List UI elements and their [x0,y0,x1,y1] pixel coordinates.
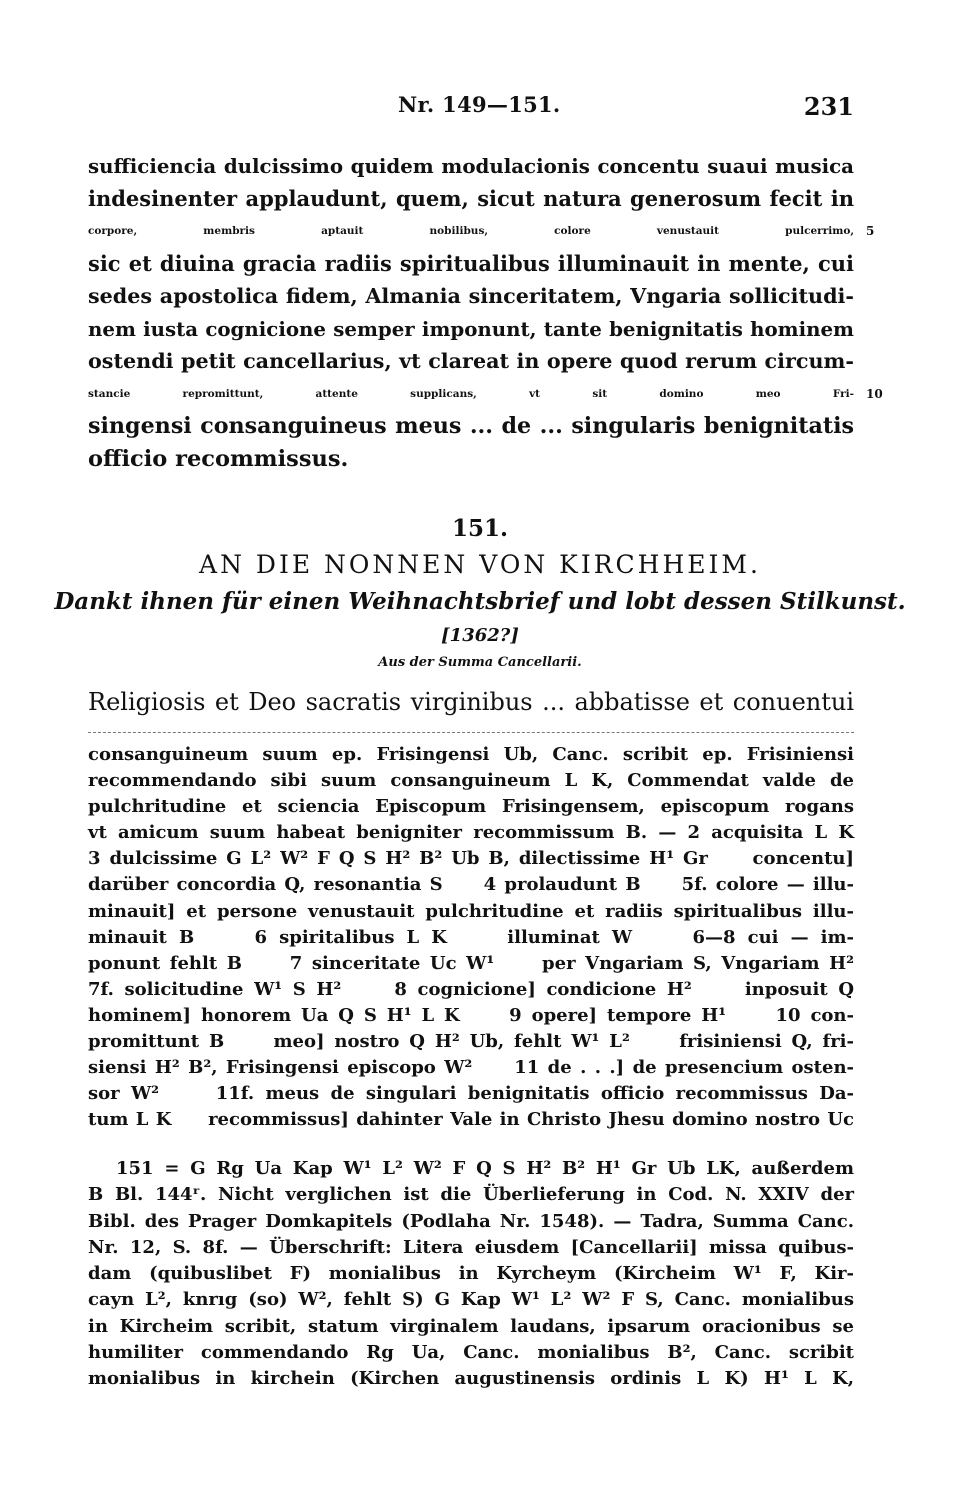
apparatus-line: minauit B 6 spiritalibus L K illuminat W 6—8 cui — im- [88,926,854,948]
text-line [88,280,854,313]
running-head: Nr. 149—151. [398,92,561,117]
text-line [88,150,854,183]
letter-number: 151. [451,515,509,542]
critical-apparatus [88,742,854,1133]
text-line-content: ostendi petit cancellarius, vt clareat in opere quod rerum circum- [88,349,854,373]
apparatus-divider [88,732,854,733]
text-line-content: sedes apostolica fidem, Almania sinceritatem, Vngaria sollicitudi- [88,284,854,308]
apparatus-line: hominem] honorem Ua Q S H¹ L K 9 opere] tempore H¹ 10 con- [88,1004,854,1026]
apparatus-line: consanguineum suum ep. Frisingensi Ub, Canc. scribit ep. Frisiniensi [88,744,854,765]
text-line-content: officio recommissus. [88,445,349,472]
text-line [88,378,883,411]
page-number: 231 [803,92,854,121]
text-line [88,345,854,378]
letter-date: [1362?] [441,625,519,646]
commentary-line: dam (quibuslibet F) monialibus in Kyrcheym (Kircheim W¹ F, Kir- [88,1263,854,1285]
commentary-line: B Bl. 144ʳ. Nicht verglichen ist die Überlieferung in Cod. N. XXIV der [88,1184,854,1206]
text-line-content: indesinenter applaudunt, quem, sicut natura generosum fecit in [88,185,854,211]
text-line-content: sic et diuina gracia radiis spiritualibus illuminauit in mente, cui [88,250,854,276]
text-line [88,410,854,443]
letter-opening-line: Religiosis et Deo sacratis virginibus ... abbatisse et conuentui [88,688,854,716]
apparatus-line: minauit] et persone venustauit pulchritudine et radiis spiritualibus illu- [88,900,854,922]
text-line-content: stancie repromittunt, attente supplicans, vt sit domino meo Fri- [88,387,854,400]
apparatus-line: 7f. solicitudine W¹ S H² 8 cognicione] condicione H² inposuit Q [88,978,854,1000]
text-line [88,215,875,248]
commentary-line: humiliter commendando Rg Ua, Canc. monialibus B², Canc. scribit [88,1342,854,1364]
line-number-marker: 10 [866,386,883,401]
apparatus-line: recommendando sibi suum consanguineum L K, Commendat valde de [88,770,854,792]
text-line-content: corpore, membris aptauit nobilibus, colore venustauit pulcerrimo, [88,225,854,237]
apparatus-line: sor W² 11f. meus de singulari benignitatis officio recommissus Da- [88,1083,854,1105]
text-line [88,443,854,476]
letter-subtitle: Dankt ihnen für einen Weihnachtsbrief und lobt dessen Stilkunst. [54,588,906,615]
letter-title: AN DIE NONNEN VON KIRCHHEIM. [199,550,761,579]
apparatus-line: vt amicum suum habeat benigniter recommissum B. — 2 acquisita L K [88,822,854,844]
apparatus-line: siensi H² B², Frisingensi episcopo W² 11 de . . .] de presencium osten- [88,1057,854,1079]
apparatus-line: 3 dulcissime G L² W² F Q S H² B² Ub B, dilectissime H¹ Gr concentu] [88,848,854,870]
commentary-line: in Kircheim scribit, statum virginalem laudans, ipsarum oracionibus se [88,1315,854,1337]
apparatus-line: darüber concordia Q, resonantia S 4 prolaudunt B 5f. colore — illu- [88,874,854,896]
apparatus-line: pulchritudine et sciencia Episcopum Frisingensem, episcopum rogans [88,796,854,818]
commentary-line: 151 = G Rg Ua Kap W¹ L² W² F Q S H² B² H¹ Gr Ub LK, außerdem [116,1158,854,1179]
text-line-content: singensi consanguineus meus ... de ... singularis benignitatis [88,413,854,439]
line-number-marker: 5 [866,224,875,238]
commentary-line: monialibus in kirchein (Kirchen augustinensis ordinis L K) H¹ L K, [88,1368,854,1390]
source-commentary [88,1156,854,1393]
letter-source: Aus der Summa Cancellarii. [378,655,582,670]
main-text-block [88,150,883,475]
apparatus-line: promittunt B meo] nostro Q H² Ub, fehlt W¹ L² frisiniensi Q, fri- [88,1031,854,1053]
text-line [88,248,854,281]
commentary-line: Bibl. des Prager Domkapitels (Podlaha Nr. 1548). — Tadra, Summa Canc. [88,1210,854,1232]
page-header [88,92,854,132]
text-line-content: nem iusta cognicione semper imponunt, tante benignitatis hominem [88,316,854,341]
commentary-line: cayn L², knrıg (so) W², fehlt S) G Kap W¹ L² W² F S, Canc. monialibus [88,1289,854,1311]
apparatus-line: ponunt fehlt B 7 sinceritate Uc W¹ per Vngariam S, Vngariam H² [88,952,854,974]
commentary-line: Nr. 12, S. 8f. — Überschrift: Litera eiusdem [Cancellarii] missa quibus- [88,1236,854,1258]
text-line-content: sufficiencia dulcissimo quidem modulacionis concentu suaui musica [88,154,854,178]
text-line [88,183,854,216]
apparatus-line: tum L K recommissus] dahinter Vale in Christo Jhesu domino nostro Uc [88,1109,854,1131]
text-line [88,313,854,346]
